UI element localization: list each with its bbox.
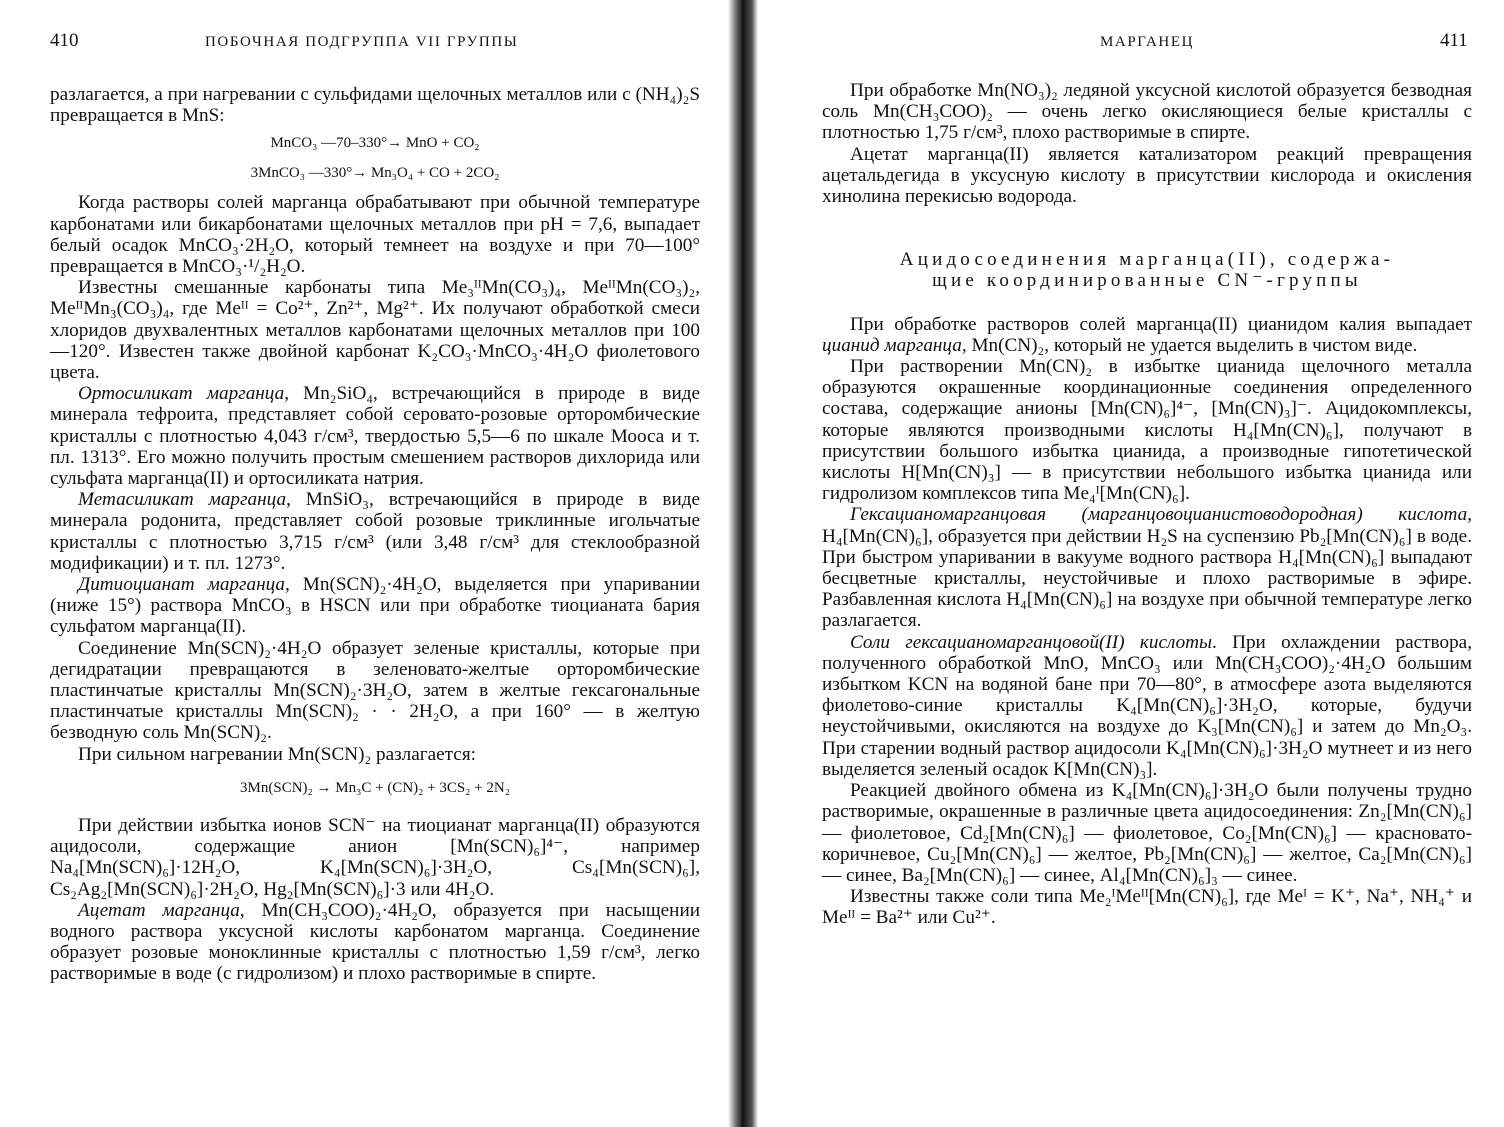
spacer (822, 292, 1472, 314)
term: цианид марганца (822, 334, 962, 356)
running-head: МАРГАНЕЦ (1100, 34, 1195, 50)
running-head: ПОБОЧНАЯ ПОДГРУППА VII ГРУППЫ (205, 34, 519, 50)
term: Метасиликат марганца (78, 489, 287, 511)
paragraph (822, 632, 1472, 780)
section-heading: щие координированные CN⁻-группы (932, 270, 1362, 292)
paragraph (50, 574, 700, 638)
paragraph-text: . При охлаждении раствора, полученного обработкой MnO, MnCO₃ или Mn(CH₃COO)₂·4H₂O большим избытком KCN на водяной бане при 70—80°, в атмосфере азота выделяются фиолетово-синие кристаллы K₄[Mn(CN)₆]·3H₂O, которые, будучи неустойчивыми, окисляются на воздухе до K₃[Mn(CN)₆] и затем до Mn₂O₃. При старении водный раствор ацидосоли K₄[Mn(CN)₆]·3H₂O мутнеет и из него выделяется зеленый осадок K[Mn(CN)₃]. (822, 631, 1472, 780)
paragraph-text: , Mn(CN)₂, который не удается выделить в чистом виде. (961, 334, 1418, 356)
right-body (822, 80, 1472, 929)
paragraph: При действии избытка ионов SCN⁻ на тиоцианат марганца(II) образуются ацидосоли, содержащие анион [Mn(SCN)₆]⁴⁻, например Na₄[Mn(SCN)₆]·12H₂O, K₄[Mn(SCN)₆]·3H₂O, Cs₄[Mn(SCN)₆], Cs₂Ag₂[Mn(SCN)₆]·2H₂O, Hg₂[Mn(SCN)₆]·3 или 4H₂O. (50, 814, 700, 900)
term: Гексацианомарганцовая (марганцовоцианистоводородная) кислота (850, 504, 1468, 526)
paragraph-text: , Mn₂SiO₄, встречающийся в природе в виде минерала тефроита, представляет собой серовато-розовые орторомбические кристаллы с плотностью 4,043 г/см³, твердостью 5,5—6 по шкале Мооса и т. пл. 1313°. Его можно получить простым смешением растворов дихлорида или сульфата марганца(II) и ортосиликата натрия. (50, 383, 701, 490)
paragraph (50, 900, 700, 985)
paragraph-text: , MnSiO₃, встречающийся в природе в виде минерала родонита, представляет собой розовые триклинные игольчатые кристаллы с плотностью 3,715 г/см³ (или 3,48 г/см³ для стеклообразной модификации) и т. пл. 1273°. (50, 489, 701, 574)
equation: 3MnCO₃ —330°→ Mn₃O₄ + CO + 2CO₂ (250, 165, 500, 182)
paragraph-text: При обработке растворов солей марганца(II) цианидом калия выпадает (850, 313, 1472, 335)
paragraph-text: , Mn(CH₃COO)₂·4H₂O, образуется при насыщении водного раствора уксусной кислоты карбонатом марганца. Соединение образует розовые моноклинные кристаллы с плотностью 1,59 г/см³, легко растворимые в воде (с гидролизом) и плохо растворимые в спирте. (50, 899, 700, 985)
paragraph-text: , H₄[Mn(CN)₆], образуется при действии H₂S на суспензию Pb₂[Mn(CN)₆] в воде. При быстром упаривании в вакууме водного раствора H₄[Mn(CN)₆] выпадают бесцветные кристаллы, неустойчивые и плохо растворимые в эфире. Разбавленная кислота H₄[Mn(CN)₆] на воздухе при обычной температуре легко разлагается. (822, 504, 1472, 632)
page-number: 411 (1440, 30, 1468, 51)
page-number: 410 (50, 30, 79, 51)
term: Ацетат марганца (78, 899, 240, 921)
spacer (822, 207, 1472, 249)
equation: 3Mn(SCN)₂ → Mn₃C + (CN)₂ + 3CS₂ + 2N₂ (240, 779, 510, 796)
paragraph (50, 489, 700, 574)
paragraph (822, 314, 1472, 356)
term: Дитиоцианат марганца (78, 574, 286, 596)
paragraph: Реакцией двойного обмена из K₄[Mn(CN)₆]·3H₂O были получены трудно растворимые, окрашенные в различные цвета ацидосоединения: Zn₂[Mn(CN)₆] — фиолетовое, Cd₂[Mn(CN)₆] — фиолетовое, Co₂[Mn(CN)₆] — красновато-коричневое, Cu₂[Mn(CN)₆] — желтое, Pb₂[Mn(CN)₆] — желтое, Ca₂[Mn(CN)₆] — синее, Ba₂[Mn(CN)₆] — синее, Al₄[Mn(CN)₆]₃ — синее. (822, 780, 1472, 886)
left-page (0, 0, 735, 1127)
paragraph: Известны также соли типа Me₂ᴵMeᴵᴵ[Mn(CN)₆], где Meᴵ = K⁺, Na⁺, NH₄⁺ и Meᴵᴵ = Ba²⁺ или Cu²⁺. (822, 886, 1472, 929)
term: Ортосиликат марганца (78, 383, 285, 405)
paragraph: Когда растворы солей марганца обрабатывают при обычной температуре карбонатами или бикарбонатами щелочных металлов при pH = 7,6, выпадает белый осадок MnCO₃·2H₂O, который темнеет на воздухе и при 70—100° превращается в MnCO₃·¹/₂H₂O. (50, 192, 700, 278)
section-heading: Ацидосоединения марганца(II), содержа- (899, 249, 1395, 271)
paragraph: разлагается, а при нагревании с сульфидами щелочных металлов или с (NH₄)₂S превращается в MnS: (50, 84, 700, 127)
paragraph-text: , Mn(SCN)₂·4H₂O, выделяется при упаривании (ниже 15°) раствора MnCO₃ в HSCN или при обработке тиоцианата бария сульфатом марганца(II). (50, 574, 700, 638)
right-page (760, 0, 1504, 1127)
paragraph: При сильном нагревании Mn(SCN)₂ разлагается: (78, 743, 476, 765)
paragraph (822, 504, 1472, 631)
term: Соли гексацианомарганцовой(II) кислоты (850, 631, 1213, 653)
paragraph: Известны смешанные карбонаты типа Me₃ᴵᴵMn(CO₃)₄, MeᴵᴵMn(CO₃)₂, MeᴵᴵMn₃(CO₃)₄, где Meᴵᴵ = Co²⁺, Zn²⁺, Mg²⁺. Их получают обработкой смеси хлоридов двухвалентных металлов карбонатами щелочных металлов при 100—120°. Известен также двойной карбонат K₂CO₃·MnCO₃·4H₂O фиолетового цвета. (50, 277, 700, 384)
paragraph (50, 383, 700, 489)
paragraph: При обработке Mn(NO₃)₂ ледяной уксусной кислотой образуется безводная соль Mn(CH₃COO)₂ — очень легко окисляющиеся белые кристаллы с плотностью 1,75 г/см³, плохо растворимые в спирте. (822, 80, 1472, 144)
left-body (50, 84, 700, 985)
paragraph: Ацетат марганца(II) является катализатором реакций превращения ацетальдегида в уксусную кислоту в присутствии кислорода и окисления хинолина перекисью водорода. (822, 143, 1472, 208)
book-spine (728, 0, 758, 1127)
equation: MnCO₃ —70–330°→ MnO + CO₂ (270, 135, 480, 152)
paragraph: Соединение Mn(SCN)₂·4H₂O образует зеленые кристаллы, которые при дегидратации превращаются в зеленовато-желтые орторомбические пластинчатые кристаллы Mn(SCN)₂·3H₂O, затем в желтые гексагональные пластинчатые кристаллы Mn(SCN)₂ · · 2H₂O, а при 160° — в желтую безводную соль Mn(SCN)₂. (50, 637, 700, 744)
paragraph: При растворении Mn(CN)₂ в избытке цианида щелочного металла образуются окрашенные координационные соединения определенного состава, содержащие анионы [Mn(CN)₆]⁴⁻, [Mn(CN)₃]⁻. Ацидокомплексы, которые являются производными кислоты H₄[Mn(CN)₆], получают в присутствии большого избытка цианида, а производные гипотетической кислоты H[Mn(CN)₃] — в присутствии небольшого избытка цианида или гидролизом комплексов типа Me₄ᴵ[Mn(CN)₆]. (822, 356, 1472, 505)
